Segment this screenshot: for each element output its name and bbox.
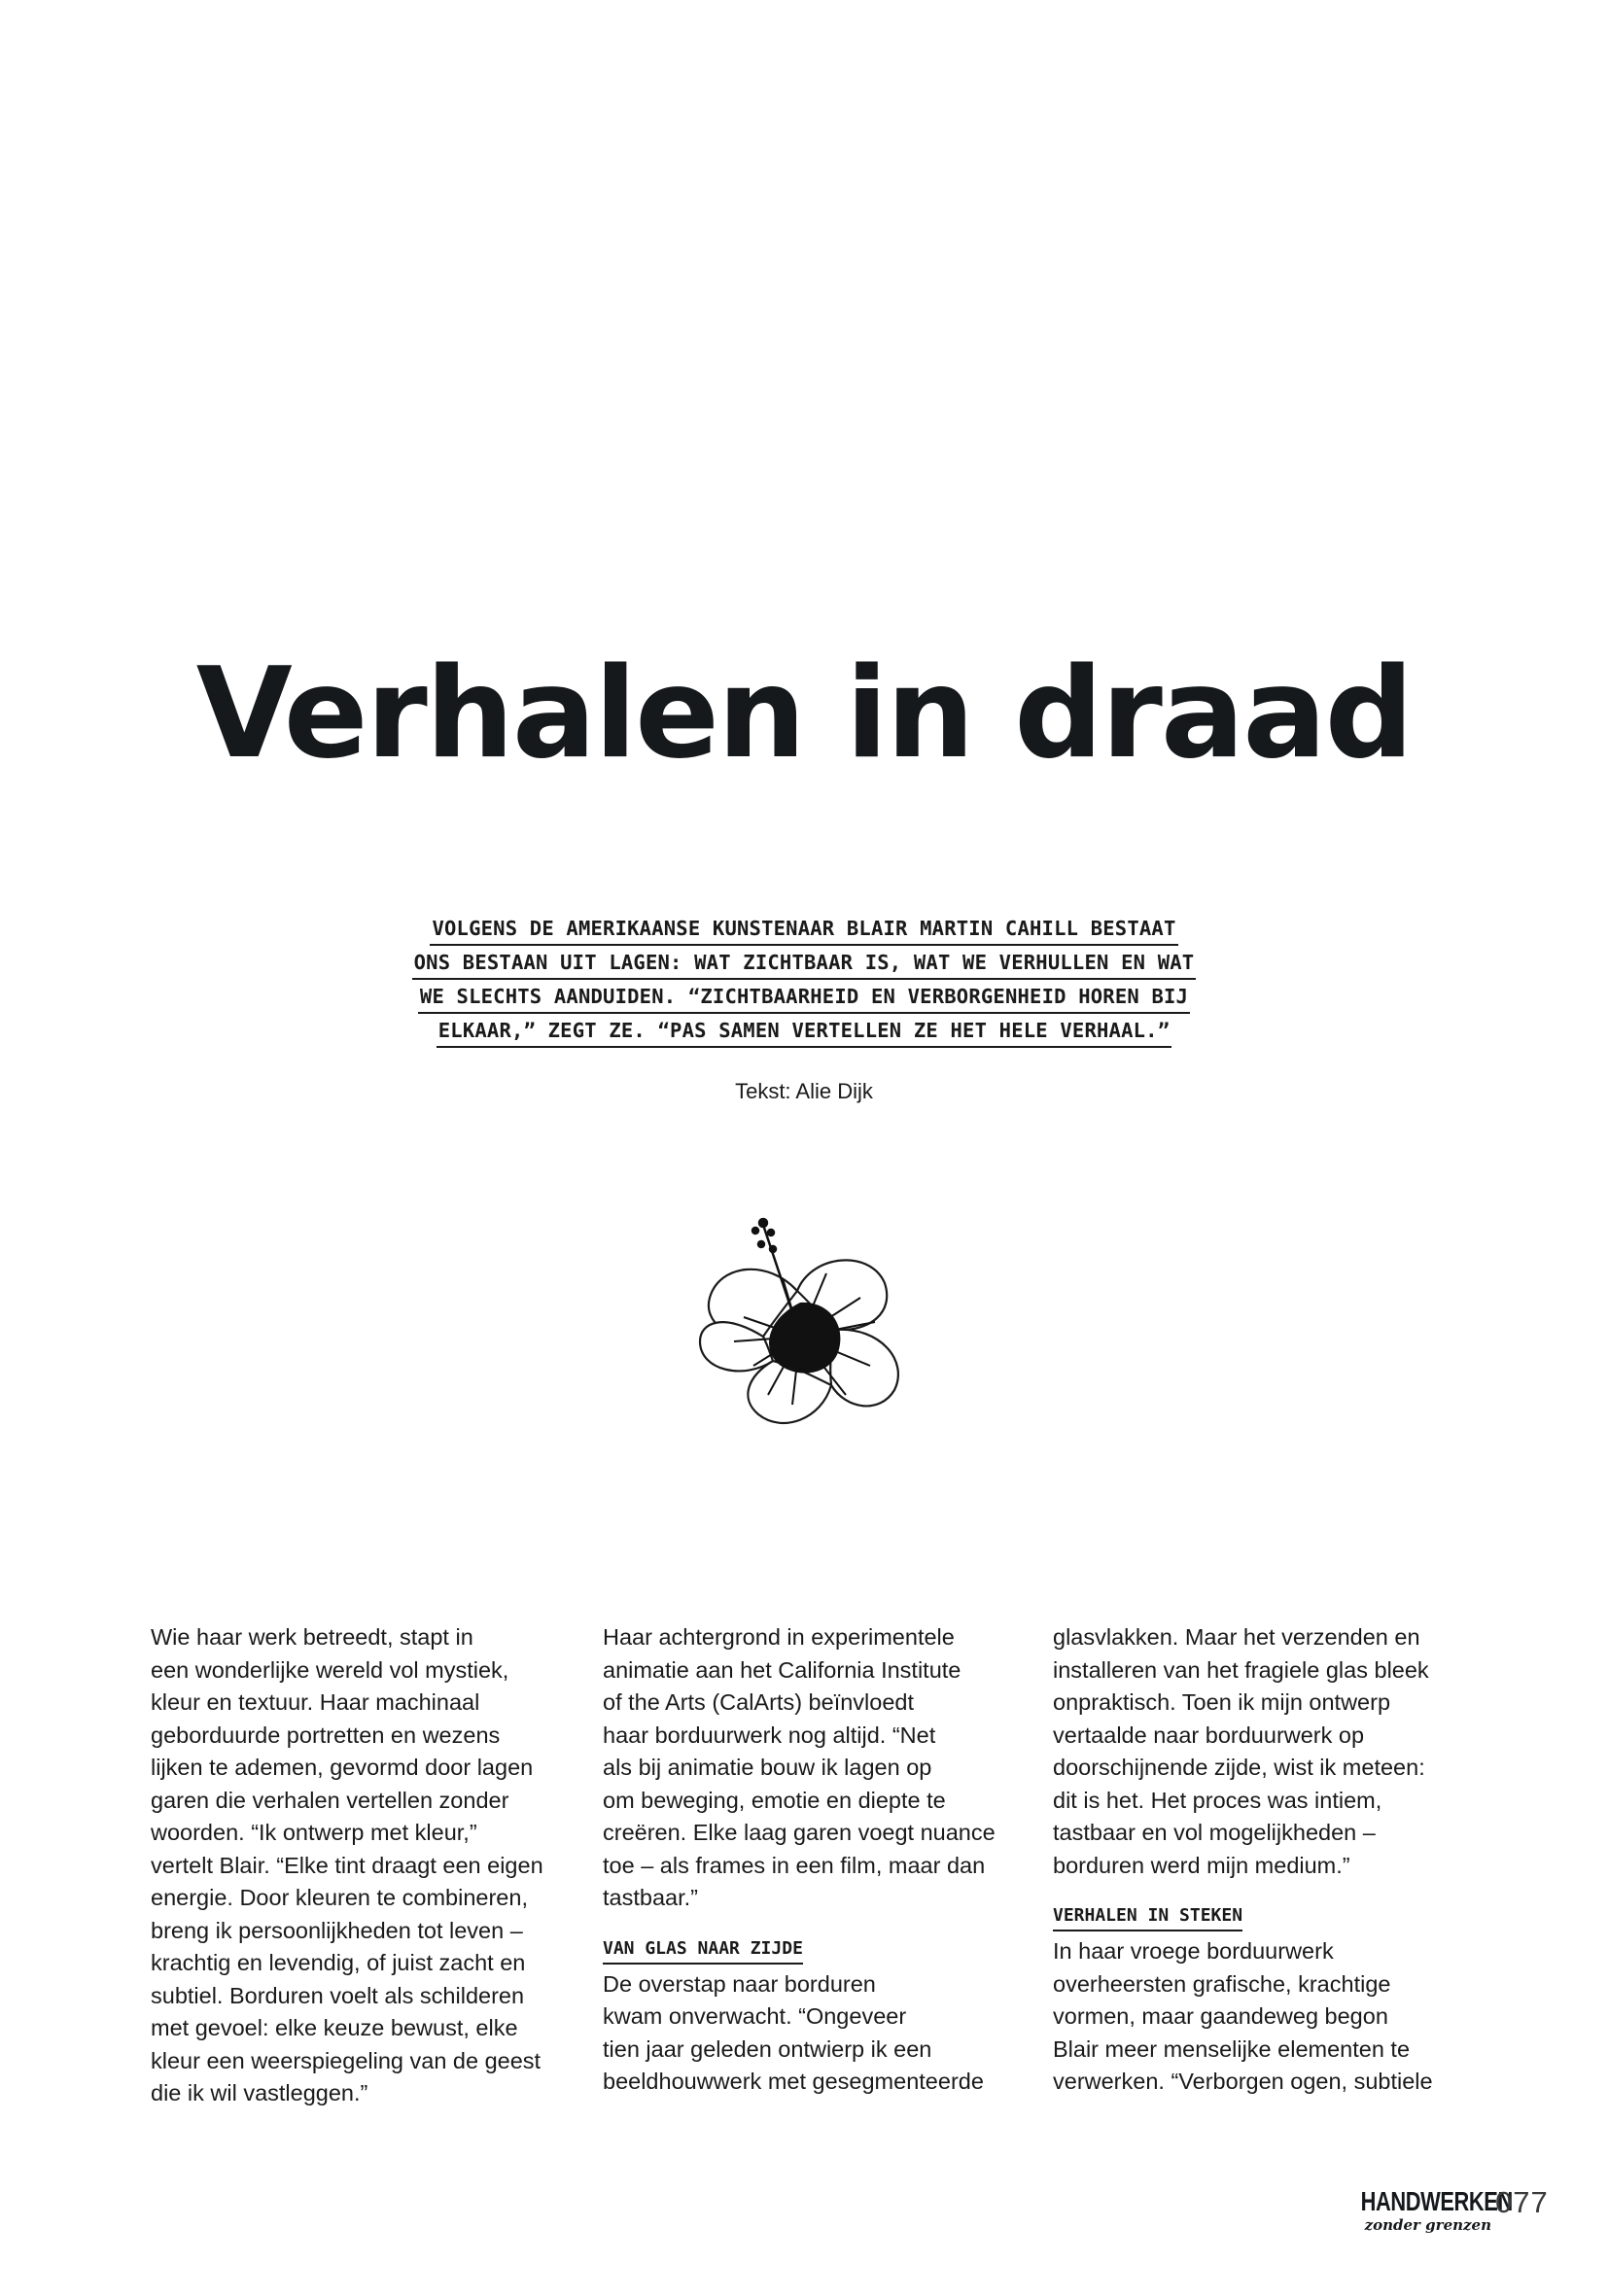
byline: Tekst: Alie Dijk <box>735 1079 873 1103</box>
body-line: borduren werd mijn medium.” <box>1053 1852 1350 1878</box>
body-line: tien jaar geleden ontwierp ik een <box>603 2035 932 2062</box>
article-title: Verhalen in draad <box>195 642 1413 786</box>
body-line: vormen, maar gaandeweg begon <box>1053 2003 1388 2029</box>
body-column-3 <box>1053 1621 1471 2099</box>
body-line: glasvlakken. Maar het verzenden en <box>1053 1624 1420 1650</box>
intro-line: VOLGENS DE AMERIKAANSE KUNSTENAAR BLAIR MARTIN CAHILL BESTAAT <box>430 914 1177 946</box>
body-line: subtiel. Borduren voelt als schilderen <box>151 1982 525 2008</box>
page-number: 077 <box>1495 2185 1549 2219</box>
brand-name: HANDWERKEN <box>1360 2186 1513 2216</box>
intro-line: WE SLECHTS AANDUIDEN. “ZICHTBAARHEID EN VERBORGENHEID HOREN BIJ <box>418 982 1190 1014</box>
body-line: met gevoel: elke keuze bewust, elke <box>151 2015 518 2040</box>
body-line: In haar vroege borduurwerk <box>1053 1938 1334 1964</box>
body-line: een wonderlijke wereld vol mystiek, <box>151 1656 509 1683</box>
body-line: krachtig en levendig, of juist zacht en <box>151 1950 526 1975</box>
magazine-logo <box>1322 2186 1513 2234</box>
body-line: doorschijnende zijde, wist ik meteen: <box>1053 1755 1425 1780</box>
body-line: Haar achtergrond in experimentele <box>603 1624 955 1650</box>
body-line: die ik wil vastleggen.” <box>151 2080 368 2105</box>
body-line: energie. Door kleuren te combineren, <box>151 1885 528 1910</box>
body-line: installeren van het fragiele glas bleek <box>1053 1656 1429 1683</box>
body-line: Wie haar werk betreedt, stapt in <box>151 1624 473 1650</box>
body-line: overheersten grafische, krachtige <box>1053 1970 1391 1997</box>
body-line: garen die verhalen vertellen zonder <box>151 1787 509 1813</box>
body-line: haar borduurwerk nog altijd. “Net <box>603 1722 936 1748</box>
body-line: woorden. “Ik ontwerp met kleur,” <box>151 1820 477 1845</box>
body-column-1 <box>151 1621 569 2110</box>
body-line: animatie aan het California Institute <box>603 1656 961 1683</box>
body-line: om beweging, emotie en diepte te <box>603 1787 946 1813</box>
brand-tagline: zonder grenzen <box>1364 2216 1491 2234</box>
body-line: vertaalde naar borduurwerk op <box>1053 1722 1365 1748</box>
body-line: tastbaar en vol mogelijkheden – <box>1053 1820 1376 1845</box>
body-line: toe – als frames in een film, maar dan <box>603 1852 986 1878</box>
body-line: kleur en textuur. Haar machinaal <box>151 1689 480 1715</box>
body-line: als bij animatie bouw ik lagen op <box>603 1755 932 1780</box>
body-line: verwerken. “Verborgen ogen, subtiele <box>1053 2069 1433 2094</box>
section-subhead: VERHALEN IN STEKEN <box>1053 1903 1242 1931</box>
intro-line: ONS BESTAAN UIT LAGEN: WAT ZICHTBAAR IS, WAT WE VERHULLEN EN WAT <box>412 948 1197 980</box>
body-line: De overstap naar borduren <box>603 1970 876 1997</box>
body-line: breng ik persoonlijkheden tot leven – <box>151 1917 523 1943</box>
body-line: lijken te ademen, gevormd door lagen <box>151 1755 534 1780</box>
body-line: onpraktisch. Toen ik mijn ontwerp <box>1053 1689 1391 1715</box>
body-line: dit is het. Het proces was intiem, <box>1053 1787 1382 1813</box>
body-line: geborduurde portretten en wezens <box>151 1722 501 1748</box>
section-subhead: VAN GLAS NAAR ZIJDE <box>603 1936 803 1965</box>
body-line: Blair meer menselijke elementen te <box>1053 2035 1411 2062</box>
intro-lead <box>369 914 1239 1050</box>
body-column-2 <box>603 1621 1021 2099</box>
body-line: creëren. Elke laag garen voegt nuance <box>603 1820 996 1845</box>
body-line: of the Arts (CalArts) beïnvloedt <box>603 1689 915 1715</box>
body-line: beeldhouwwerk met gesegmenteerde <box>603 2069 984 2094</box>
intro-line: ELKAAR,” ZEGT ZE. “PAS SAMEN VERTELLEN ZE HET HELE VERHAAL.” <box>437 1016 1172 1048</box>
body-line: kleur een weerspiegeling van de geest <box>151 2047 542 2073</box>
body-line: vertelt Blair. “Elke tint draagt een eigen <box>151 1852 543 1878</box>
hibiscus-flower-icon <box>676 1205 928 1439</box>
body-line: kwam onverwacht. “Ongeveer <box>603 2003 907 2029</box>
body-line: tastbaar.” <box>603 1885 698 1910</box>
